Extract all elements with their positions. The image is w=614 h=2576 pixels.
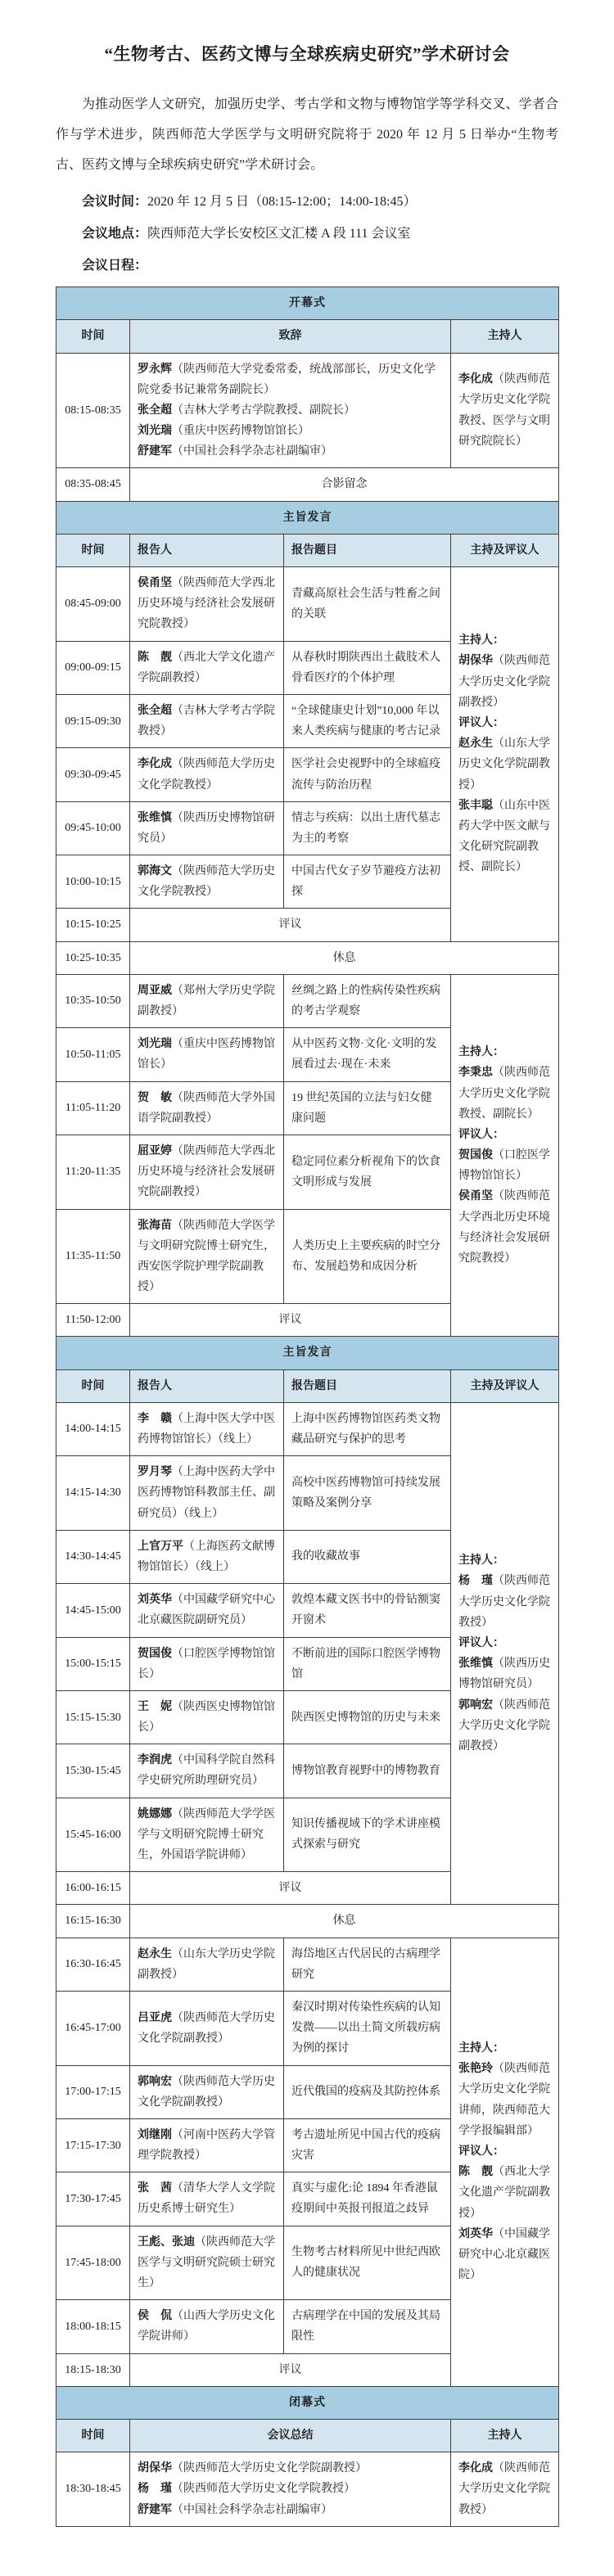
speaker-cell: 周亚威（郑州大学历史学院副教授） [130, 974, 284, 1027]
report-title-cell: 从中医药文物·文化·文明的发展看过去·现在·未来 [284, 1028, 451, 1081]
speaker-cell: 张维慎（陕西历史博物馆研究员） [130, 801, 284, 855]
session-band: 开幕式 [56, 287, 559, 320]
time-cell: 09:45-10:00 [56, 801, 130, 855]
time-cell: 17:30-17:45 [56, 2172, 130, 2226]
report-title-cell: 稳定同位素分析视角下的饮食文明形成与发展 [284, 1135, 451, 1209]
moderator-cell: 主持人： 胡保华（陕西师范大学历史文化学院副教授） 评议人： 赵永生（山东大学历史文化学院副教授） 张丰聪（山东中医药大学中医文献与文化研究院副教授、副院长） [451, 567, 559, 942]
report-title-cell: “全球健康史计划”10,000 年以来人类疾病与健康的考古记录 [284, 694, 451, 747]
report-title-cell: 博物馆教育视野中的博物教育 [284, 1744, 451, 1798]
column-header: 时间 [56, 320, 130, 353]
time-cell: 15:15-15:30 [56, 1690, 130, 1744]
report-title-cell: 古病理学在中国的发展及其局限性 [284, 2300, 451, 2353]
session-band: 主旨发言 [56, 501, 559, 534]
speaker-cell: 张全超（吉林大学考古学院教授） [130, 694, 284, 747]
speaker-cell: 刘继刚（河南中医药大学管理学院教授） [130, 2118, 284, 2172]
report-title-cell: 医学社会史视野中的全球瘟疫流传与防治历程 [284, 748, 451, 801]
report-title-cell: 青藏高原社会生活与牲畜之间的关联 [284, 567, 451, 642]
time-cell: 15:45-16:00 [56, 1798, 130, 1872]
time-cell: 14:15-14:30 [56, 1456, 130, 1531]
speaker-cell: 陈 靓（西北大学文化遗产学院副教授） [130, 641, 284, 694]
column-header: 会议总结 [130, 2419, 451, 2452]
speaker-cell: 姚娜娜（陕西师范大学学医学与文明研究院博士研究生，外国语学院讲师） [130, 1798, 284, 1872]
report-title-cell: 上海中医药博物馆医药类文物藏品研究与保护的思考 [284, 1402, 451, 1455]
speaker-cell: 赵永生（山东大学历史学院副教授） [130, 1938, 284, 1991]
time-cell: 15:00-15:15 [56, 1637, 130, 1690]
report-title-cell: 海岱地区古代居民的古病理学研究 [284, 1938, 451, 1991]
speaker-cell: 侯甬坚（陕西师范大学西北历史环境与经济社会发展研究院教授） [130, 567, 284, 642]
speaker-cell: 刘光瑞（重庆中医药博物馆馆长） [130, 1028, 284, 1081]
note-cell: 评议 [130, 1304, 451, 1337]
speaker-cell: 李 赣（上海中医大学中医药博物馆馆长）（线上） [130, 1402, 284, 1455]
time-cell: 18:00-18:15 [56, 2300, 130, 2353]
report-title-cell: 秦汉时期对传染性疾病的认知发微——以出土简文所载疠病为例的探讨 [284, 1991, 451, 2065]
meta-label: 会议时间： [82, 195, 148, 210]
report-title-cell: 不断前进的国际口腔医学博物馆 [284, 1637, 451, 1690]
time-cell: 17:45-18:00 [56, 2226, 130, 2300]
schedule-row [56, 2452, 559, 2527]
column-header: 致辞 [130, 320, 451, 353]
session-band: 主旨发言 [56, 1337, 559, 1369]
meta-label: 会议地点： [82, 226, 148, 241]
report-title-cell: 情志与疾病：以出土唐代墓志为主的考察 [284, 801, 451, 855]
speaker-cell: 张海苗（陕西师范大学医学与文明研究院博士研究生，西安医学院护理学院副教授） [130, 1209, 284, 1304]
speaker-cell: 刘英华（中国藏学研究中心北京藏医院副研究员） [130, 1584, 284, 1637]
column-header: 报告人 [130, 534, 284, 566]
schedule-row [56, 567, 559, 642]
note-cell: 评议 [130, 1872, 451, 1905]
time-cell: 09:00-09:15 [56, 641, 130, 694]
meta-value: 陕西师范大学长安校区文汇楼 A 段 111 会议室 [147, 226, 411, 241]
speaker-cell: 王 妮（陕西医史博物馆馆长） [130, 1690, 284, 1744]
time-cell: 10:25-10:35 [56, 941, 130, 974]
schedule-row [56, 941, 559, 974]
report-title-cell: 知识传播视域下的学术讲座模式探索与研究 [284, 1798, 451, 1872]
time-cell: 10:00-10:15 [56, 855, 130, 909]
report-title-cell: 敦煌本藏文医书中的骨钻额窦开窗术 [284, 1584, 451, 1637]
time-cell: 16:45-17:00 [56, 1991, 130, 2065]
time-cell: 08:35-08:45 [56, 468, 130, 501]
speaker-cell: 罗永辉（陕西师范大学党委常委，统战部部长，历史文化学院党委书记兼常务副院长） 张全超（吉林大学考古学院教授、副院长） 刘光瑞（重庆中医药博物馆馆长） 舒建军（中国社会科学杂志社副编审） [130, 353, 451, 468]
intro-paragraph: 为推动医学人文研究，加强历史学、考古学和文物与博物馆学等学科交叉、学者合作与学术进步，陕西师范大学医学与文明研究院将于 2020 年 12 月 5 日举办“生物考古、医药文博与全球疾病史研究”学术研讨会。 [56, 97, 558, 172]
schedule-row [56, 974, 559, 1027]
column-header: 报告题目 [284, 534, 451, 566]
page-title: “生物考古、医药文博与全球疾病史研究”学术研讨会 [104, 44, 510, 64]
speaker-cell: 李润虎（中国科学院自然科学史研究所助理研究员） [130, 1744, 284, 1798]
column-header: 时间 [56, 2419, 130, 2452]
report-title-cell: 从春秋时期陕西出土截肢术人骨看医疗的个体护理 [284, 641, 451, 694]
column-header: 报告人 [130, 1369, 284, 1402]
schedule-row [56, 353, 559, 468]
time-cell: 18:30-18:45 [56, 2452, 130, 2527]
column-header: 主持人 [451, 2419, 559, 2452]
column-header: 主持及评议人 [451, 1369, 559, 1402]
time-cell: 14:30-14:45 [56, 1530, 130, 1583]
meta-line [56, 255, 558, 277]
meta-line [56, 223, 558, 245]
speaker-cell: 郭海文（陕西师范大学历史文化学院教授） [130, 855, 284, 909]
time-cell: 11:50-12:00 [56, 1304, 130, 1337]
schedule-row [56, 1905, 559, 1938]
time-cell: 09:30-09:45 [56, 748, 130, 801]
speaker-cell: 贺 敏（陕西师范大学外国语学院副教授） [130, 1081, 284, 1135]
report-title-cell: 真实与虚化:论 1894 年香港鼠疫期间中英报刊报道之歧异 [284, 2172, 451, 2226]
time-cell: 16:00-16:15 [56, 1872, 130, 1905]
report-title-cell: 陕西医史博物馆的历史与未来 [284, 1690, 451, 1744]
meta-line [56, 192, 558, 213]
speaker-cell: 屈亚婷（陕西师范大学西北历史环境与经济社会发展研究院副教授） [130, 1135, 284, 1209]
time-cell: 17:15-17:30 [56, 2118, 130, 2172]
report-title-cell: 我的收藏故事 [284, 1530, 451, 1583]
time-cell: 10:35-10:50 [56, 974, 130, 1027]
note-cell: 合影留念 [130, 468, 559, 501]
moderator-cell: 主持人： 杨 瑾（陕西师范大学历史文化学院教授） 评议人： 张维慎（陕西历史博物馆研究员） 郭响宏（陕西师范大学历史文化学院副教授） [451, 1402, 559, 1905]
speaker-cell: 罗月琴（上海中医药大学中医药博物馆科教部主任、副研究员）（线上） [130, 1456, 284, 1531]
time-cell: 11:20-11:35 [56, 1135, 130, 1209]
time-cell: 16:15-16:30 [56, 1905, 130, 1938]
speaker-cell: 侯 侃（山西大学历史文化学院讲师） [130, 2300, 284, 2353]
moderator-cell: 李化成（陕西师范大学历史文化学院教授） [451, 2452, 559, 2527]
report-title-cell: 高校中医药博物馆可持续发展策略及案例分享 [284, 1456, 451, 1531]
report-title-cell: 19 世纪英国的立法与妇女健康问题 [284, 1081, 451, 1135]
report-title-cell: 近代俄国的疫病及其防控体系 [284, 2065, 451, 2118]
note-cell: 评议 [130, 2353, 451, 2386]
schedule-row [56, 1402, 559, 1455]
speaker-cell: 张 茜（清华大学人文学院历史系博士研究生） [130, 2172, 284, 2226]
speaker-cell: 贺国俊（口腔医学博物馆馆长） [130, 1637, 284, 1690]
column-header: 报告题目 [284, 1369, 451, 1402]
note-cell: 休息 [130, 941, 559, 974]
speaker-cell: 李化成（陕西师范大学历史文化学院教授） [130, 748, 284, 801]
column-header: 时间 [56, 1369, 130, 1402]
note-cell: 休息 [130, 1905, 559, 1938]
time-cell: 17:00-17:15 [56, 2065, 130, 2118]
note-cell: 评议 [130, 909, 451, 941]
meta-label: 会议日程： [82, 258, 148, 273]
time-cell: 14:45-15:00 [56, 1584, 130, 1637]
session-band: 闭幕式 [56, 2386, 559, 2419]
report-title-cell: 中国古代女子岁节避疫方法初探 [284, 855, 451, 909]
time-cell: 08:15-08:35 [56, 353, 130, 468]
report-title-cell: 人类历史上主要疾病的时空分布、发展趋势和成因分析 [284, 1209, 451, 1304]
time-cell: 09:15-09:30 [56, 694, 130, 747]
meta-value: 2020 年 12 月 5 日（08:15-12:00；14:00-18:45） [147, 195, 417, 210]
time-cell: 10:15-10:25 [56, 909, 130, 941]
time-cell: 15:30-15:45 [56, 1744, 130, 1798]
report-title-cell: 考古遗址所见中国古代的疫病灾害 [284, 2118, 451, 2172]
time-cell: 10:50-11:05 [56, 1028, 130, 1081]
speaker-cell: 胡保华（陕西师范大学历史文化学院副教授） 杨 瑾（陕西师范大学历史文化学院教授） 舒建军（中国社会科学杂志社副编审） [130, 2452, 451, 2527]
time-cell: 11:05-11:20 [56, 1081, 130, 1135]
column-header: 主持人 [451, 320, 559, 353]
column-header: 主持及评议人 [451, 534, 559, 566]
report-title-cell: 丝绸之路上的性病传染性疾病的考古学观察 [284, 974, 451, 1027]
time-cell: 14:00-14:15 [56, 1402, 130, 1455]
time-cell: 08:45-09:00 [56, 567, 130, 642]
column-header: 时间 [56, 534, 130, 566]
speaker-cell: 吕亚虎（陕西师范大学历史文化学院副教授） [130, 1991, 284, 2065]
meta-block [56, 192, 558, 276]
moderator-cell: 主持人： 李秉忠（陕西师范大学历史文化学院教授、副院长） 评议人： 贺国俊（口腔医学博物馆馆长） 侯甬坚（陕西师范大学西北历史环境与经济社会发展研究院教授） [451, 974, 559, 1337]
time-cell: 16:30-16:45 [56, 1938, 130, 1991]
time-cell: 18:15-18:30 [56, 2353, 130, 2386]
moderator-cell: 主持人： 张艳玲（陕西师范大学历史文化学院讲师，陕西师范大学学报编辑部） 评议人： 陈 靓（西北大学文化遗产学院副教授） 刘英华（中国藏学研究中心北京藏医院） [451, 1938, 559, 2386]
speaker-cell: 王彪、张迪（陕西师范大学医学与文明研究院硕士研究生） [130, 2226, 284, 2300]
speaker-cell: 上官万平（上海医药文献博物馆馆长）（线上） [130, 1530, 284, 1583]
schedule-table [56, 286, 559, 2527]
time-cell: 11:35-11:50 [56, 1209, 130, 1304]
report-title-cell: 生物考古材料所见中世纪西欧人的健康状况 [284, 2226, 451, 2300]
speaker-cell: 郭响宏（陕西师范大学历史文化学院副教授） [130, 2065, 284, 2118]
moderator-cell: 李化成（陕西师范大学历史文化学院教授、医学与文明研究院院长） [451, 353, 559, 468]
schedule-row [56, 1938, 559, 1991]
schedule-row [56, 468, 559, 501]
